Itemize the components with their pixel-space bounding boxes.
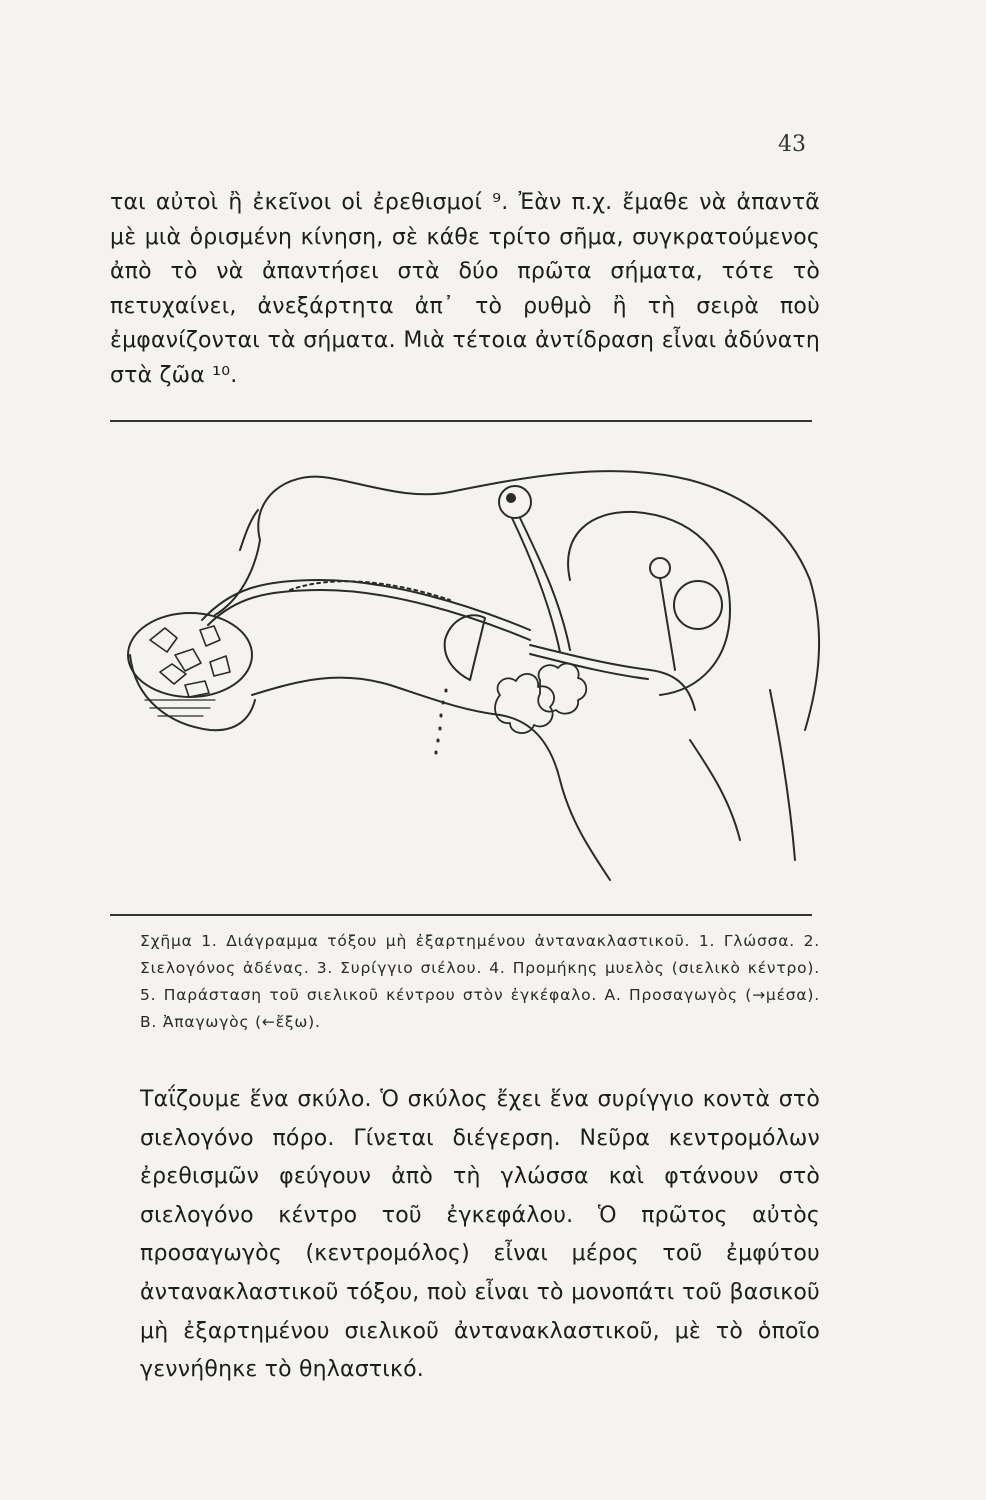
bowl-base [130,655,255,730]
food-chunks [150,626,230,697]
figure-top-rule [110,420,812,422]
saliva-drops [436,690,446,753]
top-paragraph-block [110,186,820,394]
throat-outline [690,740,740,840]
cortex-center-dot [507,494,515,502]
salivary-gland-2 [538,663,586,713]
collecting-funnel [445,615,485,680]
cortex-center [499,486,531,518]
lower-jaw-outline [252,678,610,880]
medulla-small [650,558,670,578]
head-outline [258,471,819,730]
brain-loop [568,512,730,695]
figure-caption: Σχῆμα 1. Διάγραμμα τόξου μὴ ἐξαρτημένου ἀντανακλαστικοῦ. 1. Γλώσσα. 2. Σιελογόνος ἀδένας. 3. Συρίγγιο σιέλου. 4. Προμήκης μυελὸς (σιελικὸ κέντρο). 5. Παράσταση τοῦ σιελικοῦ κέντρου στὸν ἐγκέφαλο. Α. Προσαγωγὸς (→μέσα). Β. Ἀπαγωγὸς (←ἔξω). [140,932,820,1031]
bottom-paragraph-block [110,1081,820,1390]
medulla-stem [660,578,675,670]
medulla-center [674,581,722,629]
page-number: 43 [778,132,806,157]
fistula-tube [202,580,530,630]
cortex-stem-inner [512,518,560,652]
figure-bottom-rule [110,914,812,916]
bottom-paragraph: Ταΐζουμε ἕνα σκύλο. Ὁ σκύλος ἔχει ἕνα συρίγγιο κοντὰ στὸ σιελογόνο πόρο. Γίνεται διέγερση. Νεῦρα κεντρομόλων ἐρεθισμῶν φεύγουν ἀπὸ τὴ γλώσσα καὶ φτάνουν στὸ σιελογόνο κέντρο τοῦ ἐγκεφάλου. Ὁ πρῶτος αὐτὸς προσαγωγὸς (κεντρομόλος) εἶναι μέρος τοῦ ἐμφύτου ἀντανακλαστικοῦ τόξου, ποὺ εἶναι τὸ μονοπάτι τοῦ βασικοῦ μὴ ἐξαρτημένου σιελικοῦ ἀντανακλαστικοῦ, μὲ τὸ ὁποῖο γεννήθηκε τὸ θηλαστικό. [140,1087,820,1383]
reflex-arc-figure [90,440,830,910]
figure-caption-block [110,928,820,1036]
bowl-hatch [145,700,215,716]
cortex-stem [520,518,570,650]
neck-line-2 [240,510,258,550]
neck-line [770,690,795,860]
top-paragraph: ται αὐτοὶ ἢ ἐκεῖνοι οἱ ἐρεθισμοί ⁹. Ἐὰν π.χ. ἔμαθε νὰ ἀπαντᾶ μὲ μιὰ ὁρισμένη κίνηση, σὲ κάθε τρίτο σῆμα, συγκρατούμενος ἀπὸ τὸ νὰ ἀπαντήσει στὰ δύο πρῶτα σήματα, τότε τὸ πετυχαίνει, ἀνεξάρτητα ἀπ᾽ τὸ ρυθμὸ ἢ τὴ σειρὰ ποὺ ἐμφανίζονται τὰ σήματα. Μιὰ τέτοια ἀντίδραση εἶναι ἀδύνατη στὰ ζῶα ¹⁰. [110,190,820,388]
salivary-reflex-arc-diagram-icon [90,440,830,910]
